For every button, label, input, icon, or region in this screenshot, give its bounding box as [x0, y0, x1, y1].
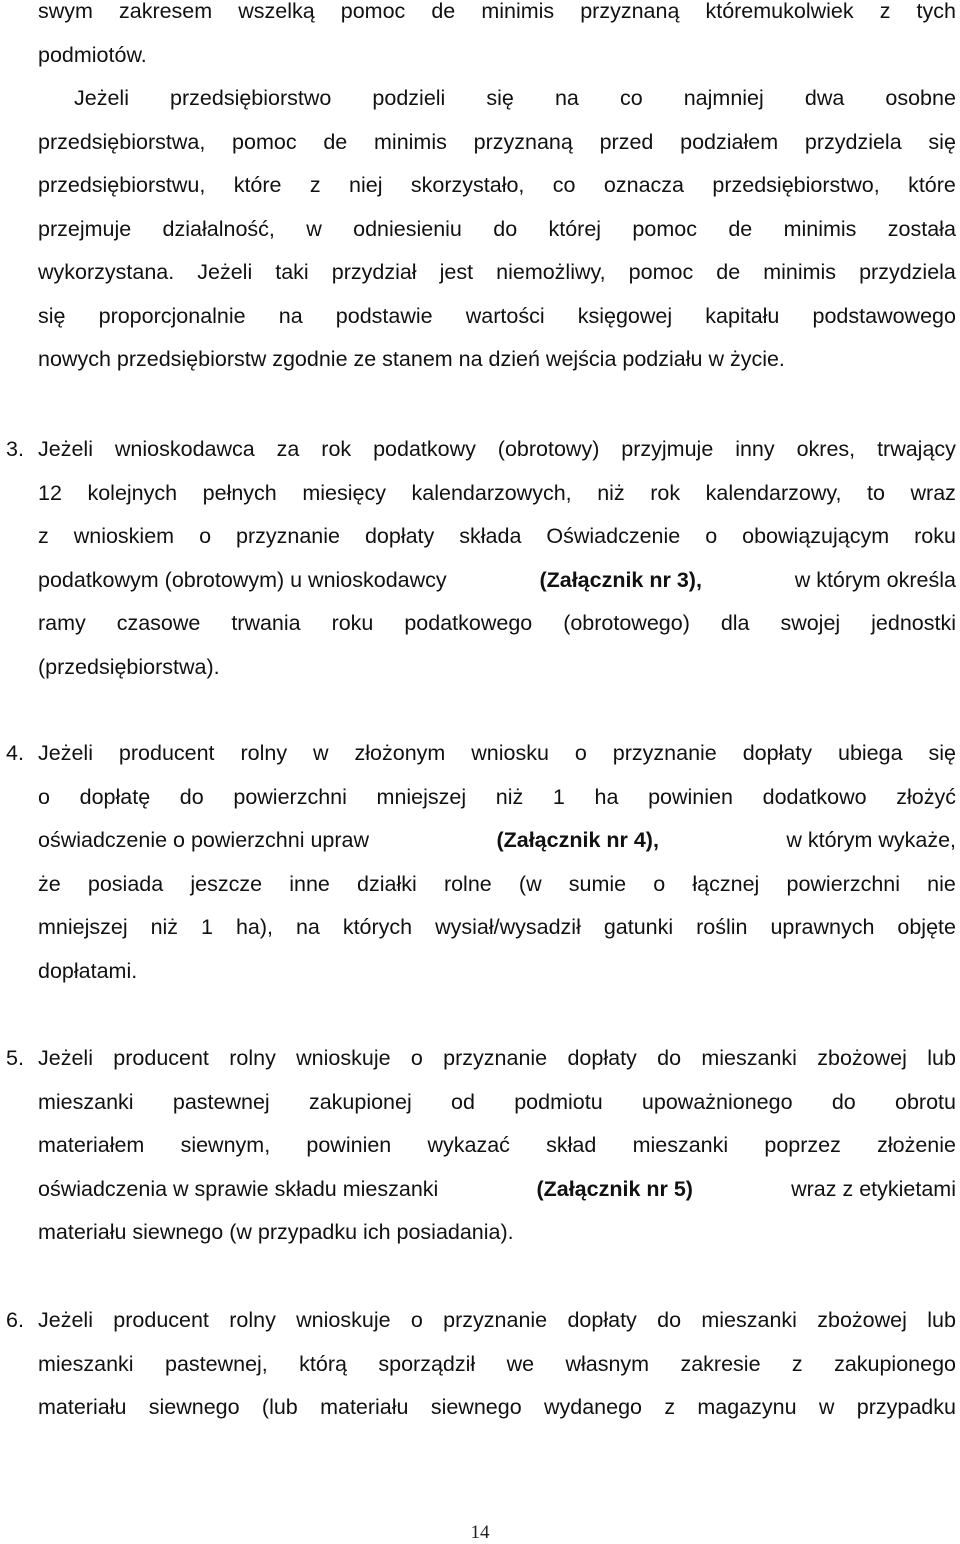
word: proporcjonalnie: [98, 303, 246, 328]
text-line: (przedsiębiorstwa).: [38, 654, 220, 679]
word: trwania: [231, 611, 301, 635]
text-line: materiału siewnego (w przypadku ich posiadania).: [38, 1220, 514, 1244]
text-line: [38, 819, 956, 863]
word: de: [431, 0, 456, 23]
word: roku: [914, 524, 956, 548]
word: Jeżeli: [74, 86, 129, 110]
word: powierzchni: [786, 871, 901, 896]
text-segment: oświadczenia w sprawie składu mieszanki: [38, 1176, 439, 1201]
word: mieszanki: [701, 1046, 797, 1070]
word: przedsiębiorstwa,: [38, 129, 206, 154]
word: sumie: [568, 871, 627, 896]
word: o: [199, 524, 212, 548]
item-number: 3.: [6, 437, 24, 461]
word: którą: [299, 1351, 347, 1376]
word: jest: [439, 260, 474, 284]
word: przyznanie: [612, 741, 717, 765]
word: kapitału: [705, 303, 780, 328]
word: od: [451, 1089, 475, 1114]
word: lub: [927, 1308, 956, 1332]
word: przyznanie: [443, 1046, 548, 1070]
text-segment: w którym wykaże,: [786, 828, 956, 852]
word: pomoc: [232, 129, 297, 154]
word: zakresem: [118, 0, 213, 23]
text-line: [38, 164, 956, 208]
word: dopłatę: [79, 784, 151, 809]
word: najmniej: [683, 86, 764, 110]
word: na: [554, 86, 579, 110]
word: posiada: [87, 871, 164, 896]
word: trwający: [877, 437, 956, 461]
word: siewnego: [148, 1395, 240, 1419]
word: minimis: [783, 216, 857, 241]
word: wnioskuje: [296, 1046, 391, 1070]
word: przydział: [331, 260, 417, 284]
word: przypadku: [856, 1395, 956, 1419]
text-line: [38, 1081, 956, 1125]
text-line: [38, 121, 956, 165]
word: okres,: [796, 437, 856, 461]
word: niej: [349, 173, 383, 197]
text-segment: podatkowym (obrotowym) u wnioskodawcy: [38, 567, 447, 592]
word: rolny: [240, 741, 288, 765]
word: de: [728, 216, 753, 241]
word: podziałem: [680, 129, 779, 154]
word: do: [831, 1089, 856, 1114]
word: zbożowej: [817, 1046, 907, 1070]
word: przejmuje: [38, 216, 132, 241]
word: księgowej: [577, 303, 673, 328]
text-line: [38, 1299, 956, 1343]
word: dopłaty: [567, 1046, 637, 1070]
word: minimis: [481, 0, 555, 23]
word: rolny: [229, 1308, 276, 1332]
word: kalendarzowych,: [411, 480, 572, 505]
word: miesięcy: [302, 480, 386, 505]
word: obowiązującym: [742, 524, 890, 548]
word: mniejszej: [376, 784, 467, 809]
word: mieszanki: [632, 1133, 729, 1157]
word: mieszanki: [38, 1351, 134, 1376]
word: kalendarzowy,: [705, 480, 842, 505]
word: ha),: [235, 915, 273, 939]
word: kolejnych: [87, 480, 178, 505]
word: magazynu: [697, 1395, 797, 1419]
word: wnioskodawca: [114, 437, 255, 461]
text-line: [38, 1168, 956, 1212]
word: (lub: [261, 1395, 298, 1419]
word: czasowe: [116, 611, 201, 635]
word: pastewnej: [172, 1089, 270, 1114]
word: skład: [546, 1133, 597, 1157]
word: do: [179, 784, 204, 809]
word: pełnych: [202, 480, 277, 505]
word: o: [410, 1046, 423, 1070]
word: się: [928, 129, 956, 154]
item-number: 6.: [6, 1308, 24, 1332]
word: rok: [650, 480, 681, 505]
text-line: podmiotów.: [38, 42, 147, 67]
word: wysiał/wysadził: [435, 915, 581, 939]
word: pomoc: [628, 260, 694, 284]
word: które: [908, 173, 956, 197]
word: zbożowej: [817, 1308, 907, 1332]
word: podatkowego: [404, 611, 533, 635]
word: wniosku: [471, 741, 549, 765]
word: zakresie: [680, 1351, 761, 1376]
word: poprzez: [764, 1133, 841, 1157]
word: się: [486, 86, 514, 110]
word: (obrotowy): [497, 437, 600, 461]
word: (obrotowego): [563, 611, 690, 635]
word: (w: [518, 871, 542, 896]
annex-reference: (Załącznik nr 3),: [539, 567, 702, 592]
word: obrotu: [895, 1089, 956, 1114]
item-number: 4.: [6, 741, 24, 765]
word: niemożliwy,: [496, 260, 606, 284]
word: pomoc: [340, 0, 406, 23]
word: lub: [927, 1046, 956, 1070]
word: się: [928, 741, 956, 765]
word: gatunki: [603, 915, 674, 939]
word: które: [233, 173, 282, 197]
annex-reference: (Załącznik nr 4),: [496, 828, 659, 852]
word: do: [657, 1046, 682, 1070]
word: objęte: [897, 915, 956, 939]
word: przyznaną: [580, 0, 680, 23]
text-line: [38, 295, 956, 339]
word: przyjmuje: [621, 437, 714, 461]
text-line: [38, 0, 956, 34]
word: odniesieniu: [353, 216, 462, 241]
annex-reference: (Załącznik nr 5): [536, 1176, 693, 1201]
word: któremukolwiek: [705, 0, 854, 23]
word: przed: [599, 129, 654, 154]
word: dodatkowo: [762, 784, 867, 809]
word: złożenie: [877, 1133, 956, 1157]
word: działalność,: [162, 216, 275, 241]
word: z: [309, 173, 321, 197]
word: przedsiębiorstwu,: [38, 173, 206, 197]
word: złożonym: [354, 741, 446, 765]
word: podzieli: [372, 86, 446, 110]
word: której: [548, 216, 602, 241]
word: za: [276, 437, 300, 461]
word: podmiotu: [514, 1089, 603, 1114]
word: mniejszej: [38, 915, 128, 939]
word: wnioskuje: [296, 1308, 391, 1332]
word: oznacza: [603, 173, 684, 197]
item-number: 5.: [6, 1046, 24, 1070]
word: pomoc: [632, 216, 697, 241]
word: podstawie: [335, 303, 433, 328]
word: 12: [38, 480, 62, 505]
word: tych: [916, 0, 956, 23]
word: w: [306, 216, 322, 241]
word: o: [410, 1308, 423, 1332]
intro-paragraph: [38, 0, 956, 382]
word: na: [278, 303, 303, 328]
word: swojej: [780, 611, 841, 635]
word: łącznej: [692, 871, 760, 896]
text-line: [38, 1386, 956, 1430]
word: producent: [113, 1308, 209, 1332]
word: Jeżeli: [38, 1308, 93, 1332]
word: 1: [552, 784, 565, 809]
word: dopłaty: [567, 1308, 637, 1332]
text-line: [38, 863, 956, 907]
word: przydziela: [804, 129, 902, 154]
word: dopłaty: [364, 524, 435, 548]
word: złożyć: [896, 784, 956, 809]
word: Jeżeli: [38, 741, 93, 765]
word: nie: [927, 871, 956, 896]
word: dwa: [804, 86, 845, 110]
word: materiału: [38, 1395, 127, 1419]
word: taki: [275, 260, 309, 284]
word: wykorzystana.: [38, 260, 175, 284]
text-line: [38, 251, 956, 295]
word: rok: [321, 437, 352, 461]
word: przyznanie: [236, 524, 340, 548]
word: zakupionego: [834, 1351, 956, 1376]
word: Jeżeli: [38, 1046, 93, 1070]
word: minimis: [763, 260, 837, 284]
word: skorzystało,: [410, 173, 525, 197]
word: ubiega: [837, 741, 903, 765]
word: wykazać: [427, 1133, 510, 1157]
word: inny: [735, 437, 775, 461]
word: 1: [201, 915, 213, 939]
word: została: [887, 216, 956, 241]
word: roku: [331, 611, 374, 635]
text-segment: w którym określa: [794, 567, 956, 592]
word: jednostki: [871, 611, 956, 635]
word: co: [552, 173, 576, 197]
text-line: [38, 1343, 956, 1387]
word: siewnego: [430, 1395, 522, 1419]
word: wydanego: [543, 1395, 643, 1419]
word: podatkowy: [373, 437, 476, 461]
word: składa: [459, 524, 522, 548]
word: dopłaty: [742, 741, 813, 765]
word: do: [657, 1308, 682, 1332]
text-line: [38, 776, 956, 820]
word: niż: [597, 480, 625, 505]
word: z: [879, 0, 891, 23]
word: z: [664, 1395, 676, 1419]
word: wraz: [910, 480, 956, 505]
word: co: [619, 86, 643, 110]
word: roślin: [696, 915, 748, 939]
word: przedsiębiorstwo,: [712, 173, 880, 197]
word: wartości: [465, 303, 545, 328]
word: ha: [594, 784, 619, 809]
word: do: [493, 216, 518, 241]
word: których: [342, 915, 413, 939]
text-line: nowych przedsiębiorstw zgodnie ze stanem na dzień wejścia podziału w życie.: [38, 347, 785, 371]
word: Oświadczenie: [546, 524, 681, 548]
word: producent: [113, 1046, 209, 1070]
word: jeszcze: [190, 871, 263, 896]
text-segment: wraz z etykietami: [791, 1176, 956, 1201]
word: uprawnych: [770, 915, 875, 939]
text-segment: oświadczenie o powierzchni upraw: [38, 828, 370, 852]
word: ramy: [38, 611, 86, 635]
word: z: [38, 524, 49, 548]
page-number: 14: [470, 1522, 490, 1543]
word: de: [323, 129, 348, 154]
word: niż: [495, 784, 524, 809]
word: przyznaną: [473, 129, 573, 154]
word: w: [313, 741, 329, 765]
word: dla: [720, 611, 750, 635]
word: działki: [357, 871, 417, 896]
word: mieszanki: [38, 1089, 134, 1114]
word: minimis: [374, 129, 447, 154]
word: materiałem: [38, 1133, 145, 1157]
text-line: [38, 732, 956, 776]
word: siewnym,: [180, 1133, 271, 1157]
word: mieszanki: [701, 1308, 797, 1332]
word: rolne: [443, 871, 492, 896]
word: powinien: [648, 784, 733, 809]
word: przydziela: [859, 260, 956, 284]
word: z: [791, 1351, 803, 1376]
word: wnioskiem: [73, 524, 175, 548]
word: w: [818, 1395, 835, 1419]
word: że: [38, 871, 61, 896]
text-line: [38, 77, 956, 121]
word: wszelką: [238, 0, 315, 23]
word: materiału: [320, 1395, 409, 1419]
word: powierzchni: [233, 784, 347, 809]
word: swym: [38, 0, 93, 23]
word: producent: [118, 741, 215, 765]
text-line: [38, 472, 956, 516]
word: podstawowego: [812, 303, 956, 328]
text-line: [38, 906, 956, 950]
text-line: [38, 559, 956, 603]
text-line: [38, 1124, 956, 1168]
text-line: dopłatami.: [38, 958, 138, 983]
word: przyznanie: [443, 1308, 548, 1332]
text-line: [38, 428, 956, 472]
word: Jeżeli: [38, 437, 93, 461]
word: we: [506, 1351, 535, 1376]
word: to: [867, 480, 885, 505]
word: na: [295, 915, 320, 939]
word: się: [38, 303, 66, 328]
word: osobne: [885, 86, 956, 110]
word: pastewnej,: [164, 1351, 268, 1376]
word: zakupionej: [308, 1089, 412, 1114]
word: przedsiębiorstwo: [170, 86, 332, 110]
text-line: [38, 208, 956, 252]
text-line: [38, 515, 956, 559]
text-line: [38, 602, 956, 646]
word: własnym: [565, 1351, 650, 1376]
word: niż: [150, 915, 179, 939]
word: o: [574, 741, 587, 765]
word: o: [653, 871, 666, 896]
word: de: [716, 260, 741, 284]
word: Jeżeli: [197, 260, 253, 284]
word: sporządził: [378, 1351, 476, 1376]
word: inne: [289, 871, 330, 896]
text-line: [38, 1037, 956, 1081]
word: o: [705, 524, 718, 548]
word: o: [38, 784, 50, 809]
word: upoważnionego: [641, 1089, 793, 1114]
word: rolny: [229, 1046, 276, 1070]
word: powinien: [306, 1133, 392, 1157]
